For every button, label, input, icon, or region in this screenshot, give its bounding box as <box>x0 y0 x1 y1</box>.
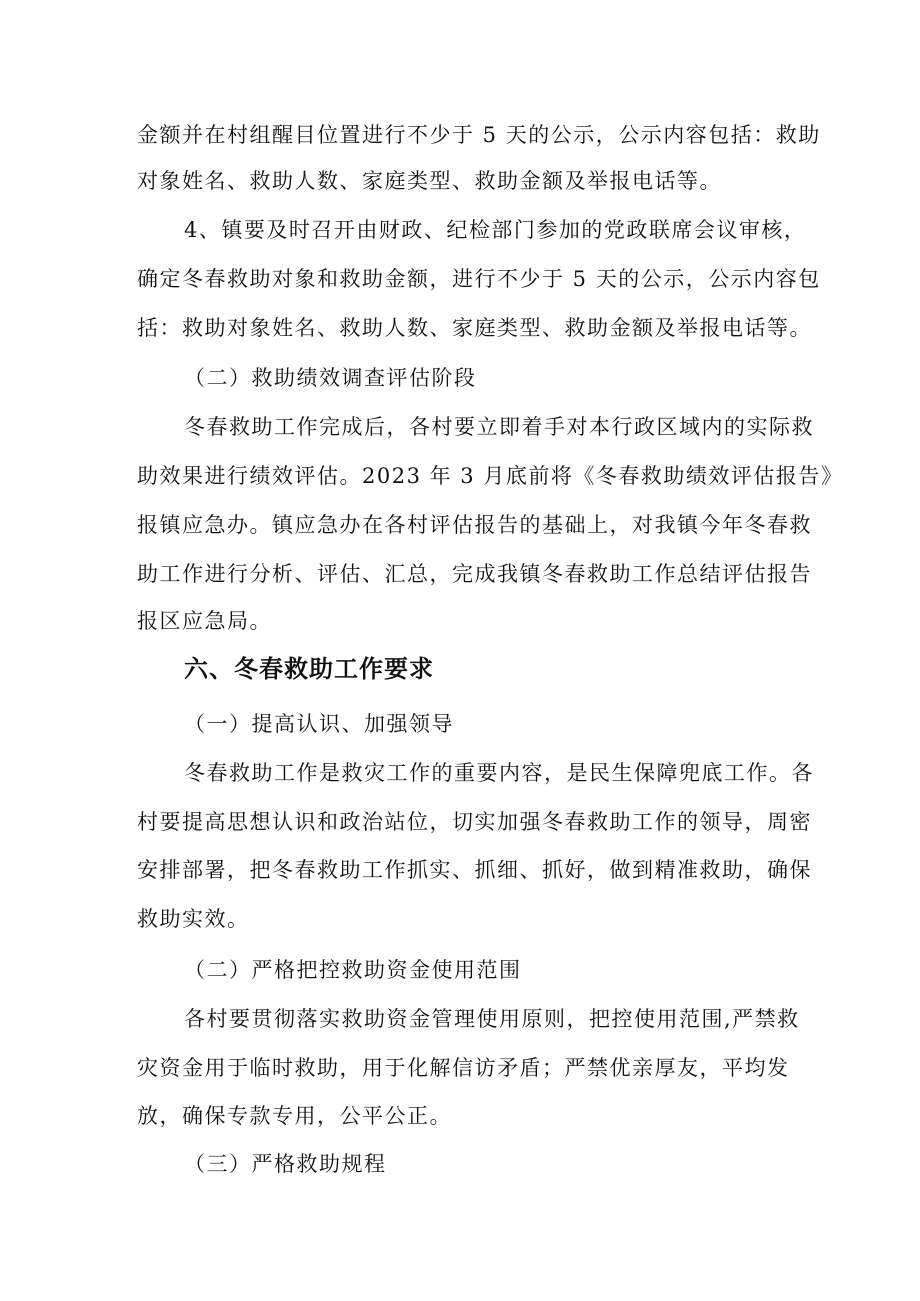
paragraph-line: 对象姓名、救助人数、家庭类型、救助金额及举报电话等。 <box>137 169 722 193</box>
paragraph-line: 冬春救助工作完成后，各村要立即着手对本行政区域内的实际救 <box>184 415 814 439</box>
paragraph-line: 救助实效。 <box>137 907 250 931</box>
paragraph-line: 括：救助对象姓名、救助人数、家庭类型、救助金额及举报电话等。 <box>137 316 812 340</box>
paragraph-line: 放，确保专款专用，公平公正。 <box>137 1104 452 1128</box>
subsection-heading: （三）严格救助规程 <box>184 1152 387 1176</box>
paragraph-line: 村要提高思想认识和政治站位，切实加强冬春救助工作的领导，周密 <box>137 810 812 834</box>
paragraph-line: 各村要贯彻落实救助资金管理使用原则，把控使用范围,严禁救 <box>184 1007 800 1031</box>
paragraph-line: 安排部署，把冬春救助工作抓实、抓细、抓好，做到精准救助，确保 <box>137 858 812 882</box>
paragraph-line: 确定冬春救助对象和救助金额，进行不少于 5 天的公示，公示内容包 <box>137 267 821 291</box>
section-heading: 六、冬春救助工作要求 <box>184 655 434 683</box>
paragraph-line: 助效果进行绩效评估。2023 年 3 月底前将《冬春救助绩效评估报告》 <box>137 464 844 488</box>
subsection-heading: （二）救助绩效调查评估阶段 <box>184 366 477 390</box>
paragraph-line: 报区应急局。 <box>137 609 272 633</box>
paragraph-line: 金额并在村组醒目位置进行不少于 5 天的公示，公示内容包括：救助 <box>137 123 821 147</box>
paragraph-line: 报镇应急办。镇应急办在各村评估报告的基础上，对我镇今年冬春救 <box>137 513 812 537</box>
paragraph-line: 助工作进行分析、评估、汇总，完成我镇冬春救助工作总结评估报告 <box>137 562 812 586</box>
subsection-heading: （二）严格把控救助资金使用范围 <box>184 958 522 982</box>
paragraph-line: 灾资金用于临时救助，用于化解信访矛盾；严禁优亲厚友，平均发 <box>137 1056 790 1080</box>
paragraph-line: 冬春救助工作是救灾工作的重要内容，是民生保障兜底工作。各 <box>184 761 814 785</box>
subsection-heading: （一）提高认识、加强领导 <box>184 712 454 736</box>
paragraph-line: 4、镇要及时召开由财政、纪检部门参加的党政联席会议审核， <box>184 218 807 242</box>
